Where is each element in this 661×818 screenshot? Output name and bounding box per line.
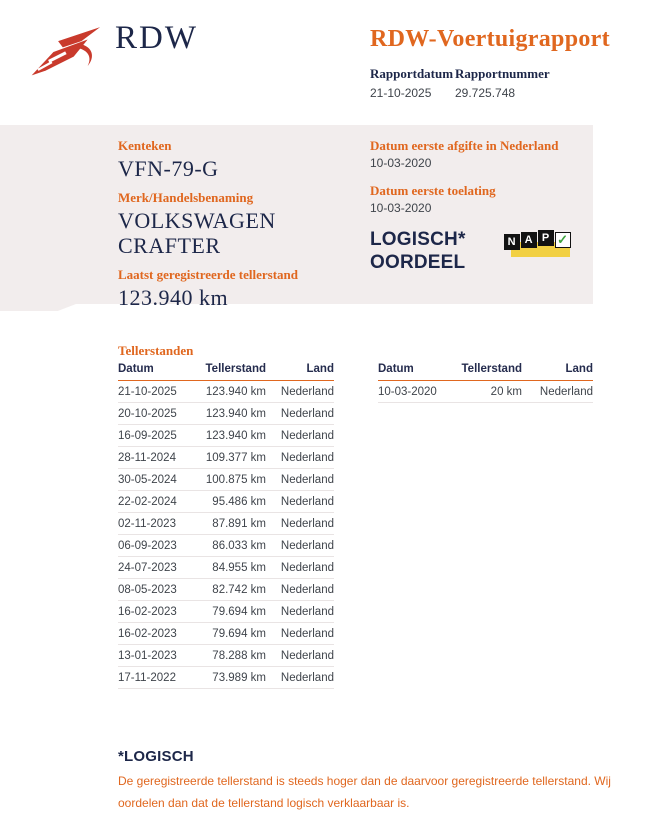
- history-table: [378, 359, 593, 403]
- table-cell: Nederland: [266, 535, 334, 557]
- nap-letter-n: N: [504, 234, 520, 250]
- table-cell: 16-02-2023: [118, 601, 198, 623]
- table-cell: 13-01-2023: [118, 645, 198, 667]
- column-header-tellerstand: Tellerstand: [458, 359, 522, 381]
- merk-value: [118, 208, 363, 258]
- eerste-afgifte-label: Datum eerste afgifte in Nederland: [370, 138, 559, 153]
- report-number-block: [455, 66, 550, 100]
- table-row: [118, 579, 334, 601]
- table-cell: 87.891 km: [198, 513, 266, 535]
- report-date-block: [370, 66, 453, 100]
- table-cell: 16-02-2023: [118, 623, 198, 645]
- tellerstand-value: 123.940 km: [118, 285, 229, 310]
- table-row: [118, 425, 334, 447]
- table-row: [118, 667, 334, 689]
- table-cell: 08-05-2023: [118, 579, 198, 601]
- report-date-value: 21-10-2025: [370, 86, 432, 100]
- table-cell: 73.989 km: [198, 667, 266, 689]
- nap-logo: [504, 230, 572, 262]
- nap-letter-p: P: [538, 230, 554, 246]
- table-cell: 84.955 km: [198, 557, 266, 579]
- table-cell: Nederland: [266, 425, 334, 447]
- table-cell: 20 km: [458, 381, 522, 403]
- nap-checkmark-icon: ✓: [555, 232, 571, 248]
- table-row: [118, 623, 334, 645]
- table-header-row: [118, 359, 334, 381]
- table-cell: Nederland: [266, 601, 334, 623]
- column-header-tellerstand: Tellerstand: [198, 359, 266, 381]
- table-cell: 123.940 km: [198, 425, 266, 447]
- table-cell: 78.288 km: [198, 645, 266, 667]
- table-cell: Nederland: [266, 557, 334, 579]
- table-cell: Nederland: [266, 447, 334, 469]
- oordeel-row: [370, 228, 593, 274]
- table-cell: 79.694 km: [198, 623, 266, 645]
- eerste-toelating-label: Datum eerste toelating: [370, 183, 496, 198]
- oordeel-line1: LOGISCH*: [370, 229, 466, 250]
- table-cell: 24-07-2023: [118, 557, 198, 579]
- eerste-toelating-value: 10-03-2020: [370, 201, 432, 215]
- table-cell: 30-05-2024: [118, 469, 198, 491]
- table-row: [118, 557, 334, 579]
- table-cell: 82.742 km: [198, 579, 266, 601]
- table-cell: 21-10-2025: [118, 381, 198, 403]
- nap-letter-a: A: [521, 232, 537, 248]
- table-cell: Nederland: [266, 667, 334, 689]
- tellerstanden-heading: Tellerstanden: [118, 343, 194, 358]
- table-cell: 123.940 km: [198, 403, 266, 425]
- table-cell: Nederland: [266, 469, 334, 491]
- report-number-value: 29.725.748: [455, 86, 516, 100]
- oordeel-verdict: [370, 228, 466, 274]
- footnote-text: De geregistreerde tellerstand is steeds hoger dan de daarvoor geregistreerde tellerstand. Wij oordelen dan dat de tellerstand logisch verklaarbaar is.: [118, 774, 611, 810]
- table-row: [118, 513, 334, 535]
- table-cell: 16-09-2025: [118, 425, 198, 447]
- table-cell: 06-09-2023: [118, 535, 198, 557]
- table-cell: 100.875 km: [198, 469, 266, 491]
- report-date-label: Rapportdatum: [370, 66, 454, 81]
- vehicle-summary-panel: [0, 125, 593, 310]
- table-cell: 123.940 km: [198, 381, 266, 403]
- table-row: [118, 469, 334, 491]
- table-row: [118, 645, 334, 667]
- table-cell: 95.486 km: [198, 491, 266, 513]
- merk-line2: CRAFTER: [118, 233, 221, 258]
- table-row: [118, 491, 334, 513]
- tellerstanden-table-block: [118, 359, 334, 689]
- rdw-wordmark: RDW: [115, 20, 198, 56]
- merk-line1: VOLKSWAGEN: [118, 208, 276, 233]
- table-cell: Nederland: [266, 381, 334, 403]
- registration-column: [370, 138, 593, 274]
- table-cell: Nederland: [266, 623, 334, 645]
- table-cell: 17-11-2022: [118, 667, 198, 689]
- table-cell: 22-02-2024: [118, 491, 198, 513]
- table-cell: 02-11-2023: [118, 513, 198, 535]
- table-cell: 10-03-2020: [378, 381, 458, 403]
- table-row: [378, 381, 593, 403]
- table-cell: Nederland: [266, 579, 334, 601]
- table-cell: Nederland: [522, 381, 593, 403]
- table-cell: 86.033 km: [198, 535, 266, 557]
- table-row: [118, 403, 334, 425]
- table-row: [118, 535, 334, 557]
- table-cell: 79.694 km: [198, 601, 266, 623]
- table-row: [118, 601, 334, 623]
- tellerstand-label: Laatst geregistreerde tellerstand: [118, 267, 299, 282]
- rdw-flame-logo-icon: [30, 24, 108, 80]
- kenteken-value: VFN-79-G: [118, 156, 219, 181]
- table-cell: 20-10-2025: [118, 403, 198, 425]
- history-table-block: [378, 359, 593, 403]
- vehicle-id-column: [118, 138, 363, 319]
- table-row: [118, 381, 334, 403]
- eerste-afgifte-value: 10-03-2020: [370, 156, 432, 170]
- oordeel-line2: OORDEEL: [370, 252, 466, 273]
- report-number-label: Rapportnummer: [455, 66, 550, 81]
- table-cell: Nederland: [266, 513, 334, 535]
- page-title: RDW-Voertuigrapport: [370, 26, 610, 52]
- table-cell: Nederland: [266, 491, 334, 513]
- tellerstanden-table: [118, 359, 334, 689]
- table-cell: 28-11-2024: [118, 447, 198, 469]
- column-header-datum: Datum: [378, 359, 458, 381]
- table-cell: Nederland: [266, 645, 334, 667]
- column-header-datum: Datum: [118, 359, 198, 381]
- kenteken-label: Kenteken: [118, 138, 172, 153]
- table-header-row: [378, 359, 593, 381]
- footnote-title: *LOGISCH: [118, 748, 194, 765]
- table-cell: Nederland: [266, 403, 334, 425]
- table-cell: 109.377 km: [198, 447, 266, 469]
- merk-label: Merk/Handelsbenaming: [118, 190, 254, 205]
- column-header-land: Land: [522, 359, 593, 381]
- column-header-land: Land: [266, 359, 334, 381]
- table-row: [118, 447, 334, 469]
